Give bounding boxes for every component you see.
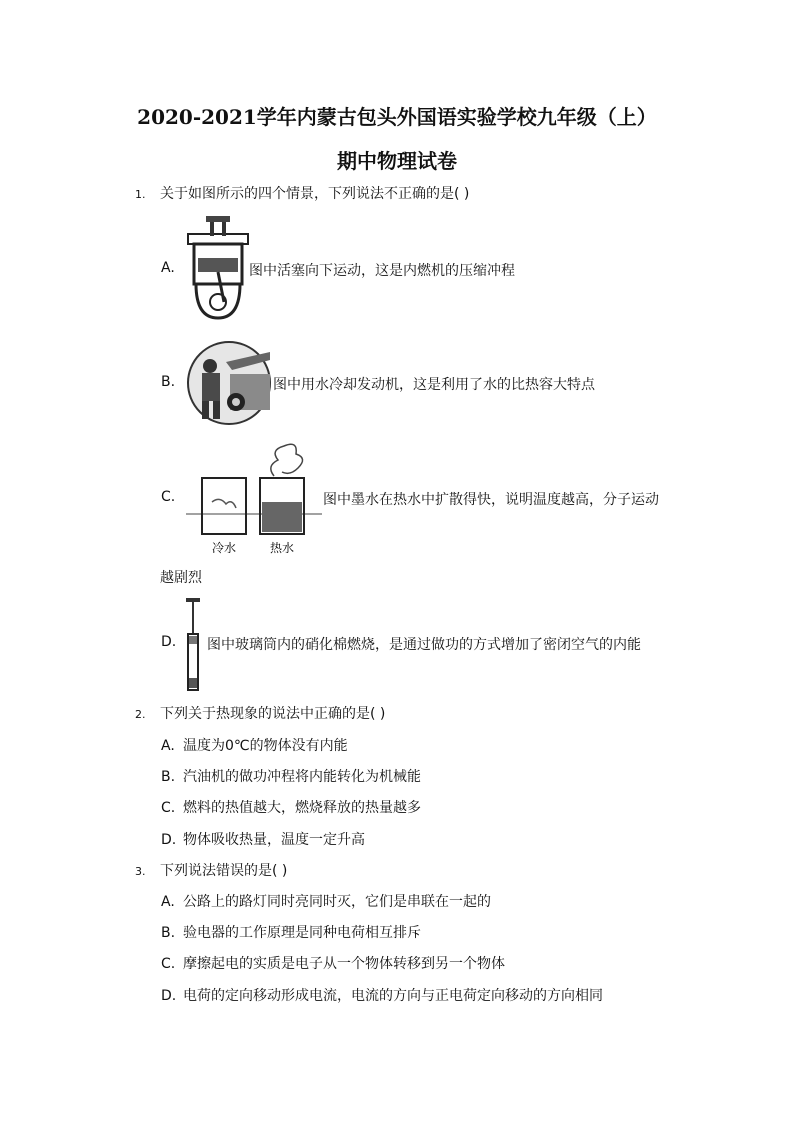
question-stem: 下列说法错误的是( )	[160, 863, 288, 879]
question-number: 1.	[135, 188, 146, 201]
q2-option-b: B. 汽油机的做功冲程将内能转化为机械能	[161, 769, 421, 785]
q3-option-d: D. 电荷的定向移动形成电流，电流的方向与正电荷定向移动的方向相同	[161, 988, 603, 1004]
q2-option-a: A. 温度为0℃的物体没有内能	[161, 738, 348, 754]
cold-water-label: 冷水	[211, 541, 237, 555]
q3-option-c: C. 摩擦起电的实质是电子从一个物体转移到另一个物体	[161, 956, 505, 972]
question-stem: 下列关于热现象的说法中正确的是( )	[160, 706, 386, 722]
car-cooling-figure	[186, 340, 272, 426]
question-number: 3.	[135, 865, 146, 878]
hot-water-label: 热水	[269, 541, 295, 555]
question-number: 2.	[135, 708, 146, 721]
question-2	[135, 703, 385, 723]
q1-option-d-letter: D.	[161, 634, 177, 650]
q2-option-c: C. 燃料的热值越大，燃烧释放的热量越多	[161, 800, 421, 816]
diffusion-beakers-figure	[186, 438, 322, 558]
q1-option-d-text: 图中玻璃筒内的硝化棉燃烧，是通过做功的方式增加了密闭空气的内能	[207, 637, 641, 653]
q1-option-c-text-continued: 越剧烈	[160, 570, 202, 586]
exam-title: 2020-2021学年内蒙古包头外国语实验学校九年级（上）	[137, 105, 657, 129]
q1-option-a-letter: A.	[161, 260, 175, 276]
q2-option-d: D. 物体吸收热量，温度一定升高	[161, 832, 365, 848]
q3-option-a: A. 公路上的路灯同时亮同时灭，它们是串联在一起的	[161, 894, 491, 910]
engine-cylinder-figure	[186, 214, 250, 322]
q1-option-b-letter: B.	[161, 374, 176, 390]
q1-option-b-text: 图中用水冷却发动机，这是利用了水的比热容大特点	[273, 377, 595, 393]
q1-option-c-text: 图中墨水在热水中扩散得快，说明温度越高，分子运动	[323, 492, 659, 508]
q3-option-b: B. 验电器的工作原理是同种电荷相互排斥	[161, 925, 421, 941]
question-1	[135, 183, 469, 203]
question-3	[135, 860, 287, 880]
exam-subtitle: 期中物理试卷	[337, 149, 457, 173]
glass-tube-figure	[180, 594, 206, 694]
q1-option-a-text: 图中活塞向下运动，这是内燃机的压缩冲程	[249, 263, 515, 279]
q1-option-c-letter: C.	[161, 489, 176, 505]
question-stem: 关于如图所示的四个情景，下列说法不正确的是( )	[160, 186, 470, 202]
